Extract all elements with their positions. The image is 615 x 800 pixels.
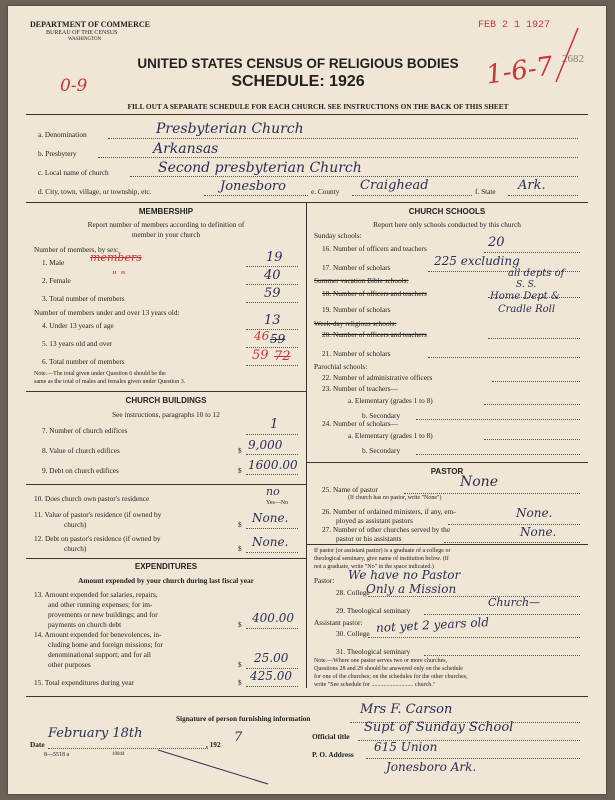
q19-note-2: Cradle Roll (498, 304, 556, 315)
q15-dollar: $ (238, 678, 242, 687)
q25-label: 25. Name of pastor (322, 485, 378, 494)
q8-value: 9,000 (248, 438, 283, 452)
q1-strike: members (90, 251, 142, 264)
graduate-note: If pastor (or assistant pastor) is a graduate of a college or (314, 548, 451, 554)
pastor-value: We have no Pastor (348, 568, 461, 582)
q29-value: Church— (488, 596, 541, 609)
membership-intro: Report number of members according to definition of (87, 220, 245, 229)
q9-dollar: $ (238, 466, 242, 475)
q12-label-2: church) (64, 544, 87, 553)
official-title-label: Official title (312, 732, 350, 741)
q13-label-3: provements or new buildings; and for (48, 610, 158, 619)
year-prefix: , 192 (206, 740, 221, 749)
q13-label-2: and other running expenses; for im- (48, 600, 153, 609)
q12-label: 12. Debt on pastor's residence (if owned by (34, 534, 161, 543)
schedule-title: SCHEDULE: 1926 (231, 73, 365, 90)
q7-label: 7. Number of church edifices (42, 426, 128, 435)
by-sex-label: Number of members, by sex: (34, 245, 119, 254)
q8-dollar: $ (238, 446, 242, 455)
q28-label: 28. College (336, 588, 370, 597)
official-title-value: Supt of Sunday School (364, 720, 514, 735)
q14-label-4: other purposes (48, 660, 91, 669)
q27-label-2: pastor or his assistants (336, 534, 402, 543)
q26-label-2: ployed as assistant pastors (336, 516, 413, 525)
pastor-note-2: Questions 28 and 29 should be answered only on the schedule (314, 666, 463, 672)
po-address-value-2: Jonesboro Ark. (386, 760, 477, 774)
q16-value: 20 (488, 235, 505, 250)
q5-label: 5. 13 years old and over (42, 339, 113, 348)
stamp-number: 2682 (562, 53, 584, 65)
date-value: February 18th (48, 726, 143, 741)
q4-label: 4. Under 13 years of age (42, 321, 114, 330)
presbytery-label: b. Presbytery (38, 149, 77, 158)
bureau-label: BUREAU OF THE CENSUS (46, 30, 118, 36)
separate-schedule-instruction: FILL OUT A SEPARATE SCHEDULE FOR EACH CHURCH. SEE INSTRUCTIONS ON THE BACK OF THIS SHEET (127, 102, 509, 111)
parochial-label: Parochial schools: (314, 362, 368, 371)
q15-value: 425.00 (250, 669, 292, 683)
denomination-value: Presbyterian Church (156, 121, 304, 137)
pastor-note-3: for one of the churches; on the schedules for the other churches, (314, 674, 468, 680)
q20-label: 20. Number of officers and teachers (322, 330, 427, 339)
q23-label: 23. Number of teachers— (322, 384, 398, 393)
city-field-label: d. City, town, village, or township, etc. (38, 187, 152, 196)
q19-note: Home Dept & (490, 291, 560, 302)
po-address-value: 615 Union (374, 740, 438, 754)
assistant-pastor-label: Assistant pastor: (314, 618, 363, 627)
q12-value: None. (252, 535, 289, 549)
q11-value: None. (252, 511, 289, 525)
q28-value: Only a Mission (366, 582, 457, 596)
local-name-label: c. Local name of church (38, 168, 109, 177)
q23b-label: b. Secondary (362, 411, 401, 420)
received-stamp: FEB 2 1 1927 (478, 20, 551, 31)
q11-label-2: church) (64, 520, 87, 529)
q24a-label: a. Elementary (grades 1 to 8) (348, 431, 433, 440)
county-label: e. County (311, 187, 340, 196)
state-value: Ark. (518, 178, 546, 193)
presbytery-value: Arkansas (153, 141, 219, 157)
q19-label: 19. Number of scholars (322, 305, 391, 314)
membership-note-2: same as the total of males and females given under Question 3. (34, 379, 186, 385)
form-title: UNITED STATES CENSUS OF RELIGIOUS BODIES (137, 56, 459, 71)
pastor-note-4: write "See schedule for ............................ church." (314, 682, 436, 688)
state-label: f. State (475, 187, 496, 196)
q18-label: 18. Number of officers and teachers (322, 289, 427, 298)
q13-dollar: $ (238, 620, 242, 629)
buildings-title: CHURCH BUILDINGS (125, 396, 207, 405)
q14-value: 25.00 (254, 651, 289, 665)
q25-value: None (460, 474, 498, 490)
signature-value: Mrs F. Carson (360, 702, 453, 717)
q10-value: no (266, 485, 280, 498)
q1-label: 1. Male (42, 258, 65, 267)
city-label: WASHINGTON (68, 37, 102, 42)
red-slash-mark (548, 26, 588, 86)
local-name-value: Second presbyterian Church (158, 160, 362, 176)
pastor-title: PASTOR (430, 467, 464, 476)
form-number-2: 10044 (112, 752, 125, 757)
form-number: 8—5518 a (44, 752, 70, 758)
date-label: Date (30, 740, 45, 749)
age-intro: Number of members under and over 13 years old: (34, 308, 180, 317)
q5-old-value: 59 (270, 332, 286, 346)
weekday-schools-label: Week-day religious schools: (314, 319, 397, 328)
q18-note: S. S. (516, 280, 537, 290)
q14-dollar: $ (238, 660, 242, 669)
buildings-sub: See instructions, paragraphs 10 to 12 (112, 410, 220, 419)
q7-value: 1 (270, 417, 279, 432)
department-label: DEPARTMENT OF COMMERCE (30, 20, 151, 29)
year-value: 7 (234, 730, 243, 745)
q6-label: 6. Total number of members (42, 357, 125, 366)
q24-label: 24. Number of scholars— (322, 419, 398, 428)
membership-intro-2: member in your church (131, 230, 201, 239)
signature-label: Signature of person furnishing information (176, 714, 311, 723)
membership-note: Note.—The total given under Question 6 should be the (34, 371, 166, 377)
expenditures-sub: Amount expended by your church during last fiscal year (78, 576, 254, 585)
q2-value: 40 (264, 268, 281, 283)
column-divider (306, 202, 307, 688)
q27-label: 27. Number of other churches served by the (322, 525, 451, 534)
q13-label-4: payments on church debt (48, 620, 122, 629)
q14-label: 14. Amount expended for benevolences, in- (34, 630, 162, 639)
q12-dollar: $ (238, 544, 242, 553)
q17-note: all depts of (508, 268, 565, 279)
q4-value: 13 (264, 313, 281, 328)
summer-schools-label: Summer vacation Bible schools: (314, 276, 409, 285)
membership-title: MEMBERSHIP (138, 207, 194, 216)
q23a-label: a. Elementary (grades 1 to 8) (348, 396, 433, 405)
q2-strike: " " (112, 269, 126, 282)
pen-stroke (158, 748, 278, 788)
q6-old-value: 72 (274, 349, 291, 364)
red-tally: 1-6-7 (484, 51, 555, 91)
po-address-label: P. O. Address (312, 750, 354, 759)
q9-label: 9. Debt on church edifices (42, 466, 119, 475)
q3-value: 59 (264, 286, 281, 301)
sunday-schools-label: Sunday schools: (314, 231, 362, 240)
q25-note: (If church has no pastor, write "None") (348, 495, 442, 501)
q11-dollar: $ (238, 520, 242, 529)
q26-label: 26. Number of ordained ministers, if any, em- (322, 507, 456, 516)
q16-label: 16. Number of officers and teachers (322, 244, 427, 253)
q10-label: 10. Does church own pastor's residence (34, 494, 150, 503)
q13-label: 13. Amount expended for salaries, repairs, (34, 590, 158, 599)
q13-value: 400.00 (252, 611, 294, 625)
schools-title: CHURCH SCHOOLS (408, 207, 486, 216)
header-rule (26, 114, 588, 115)
q31-label: 31. Theological seminary (336, 647, 411, 656)
graduate-note-3: not a graduate, write "No" in the space indicated.) (314, 564, 434, 570)
red-code: 0-9 (60, 76, 88, 96)
q11-label: 11. Value of pastor's residence (if owned by (34, 510, 162, 519)
q9-value: 1600.00 (248, 458, 298, 472)
q1-value: 19 (266, 250, 283, 265)
q27-value: None. (520, 525, 557, 539)
q2-label: 2. Female (42, 276, 71, 285)
q24b-label: b. Secondary (362, 446, 401, 455)
q5-value: 46 (254, 329, 270, 343)
q30-label: 30. College (336, 629, 370, 638)
expenditures-title: EXPENDITURES (134, 562, 198, 571)
q22-label: 22. Number of administrative officers (322, 373, 433, 382)
q10-options: Yes—No (266, 500, 289, 506)
census-schedule-sheet (8, 6, 606, 794)
q15-label: 15. Total expenditures during year (34, 678, 135, 687)
q14-label-3: denominational support; and for all (48, 650, 151, 659)
q17-value: 225 excluding (434, 254, 520, 268)
city-field-value: Jonesboro (220, 179, 286, 194)
q29-label: 29. Theological seminary (336, 606, 411, 615)
q3-label: 3. Total number of members (42, 294, 125, 303)
pastor-note: Note.—Where one pastor serves two or more churches, (314, 658, 448, 664)
schools-sub: Report here only schools conducted by this church (373, 220, 521, 229)
q26-value: None. (516, 506, 553, 520)
graduate-note-2: theological seminary, give name of institution below. (If (314, 556, 449, 562)
county-value: Craighead (360, 178, 429, 193)
denomination-label: a. Denomination (38, 130, 87, 139)
pastor-label: Pastor: (314, 576, 335, 585)
q17-label: 17. Number of scholars (322, 263, 391, 272)
q14-label-2: cluding home and foreign missions; for (48, 640, 163, 649)
q8-label: 8. Value of church edifices (42, 446, 120, 455)
q6-value: 59 (252, 348, 269, 363)
q21-label: 21. Number of scholars (322, 349, 391, 358)
q30-value: not yet 2 years old (375, 615, 490, 635)
